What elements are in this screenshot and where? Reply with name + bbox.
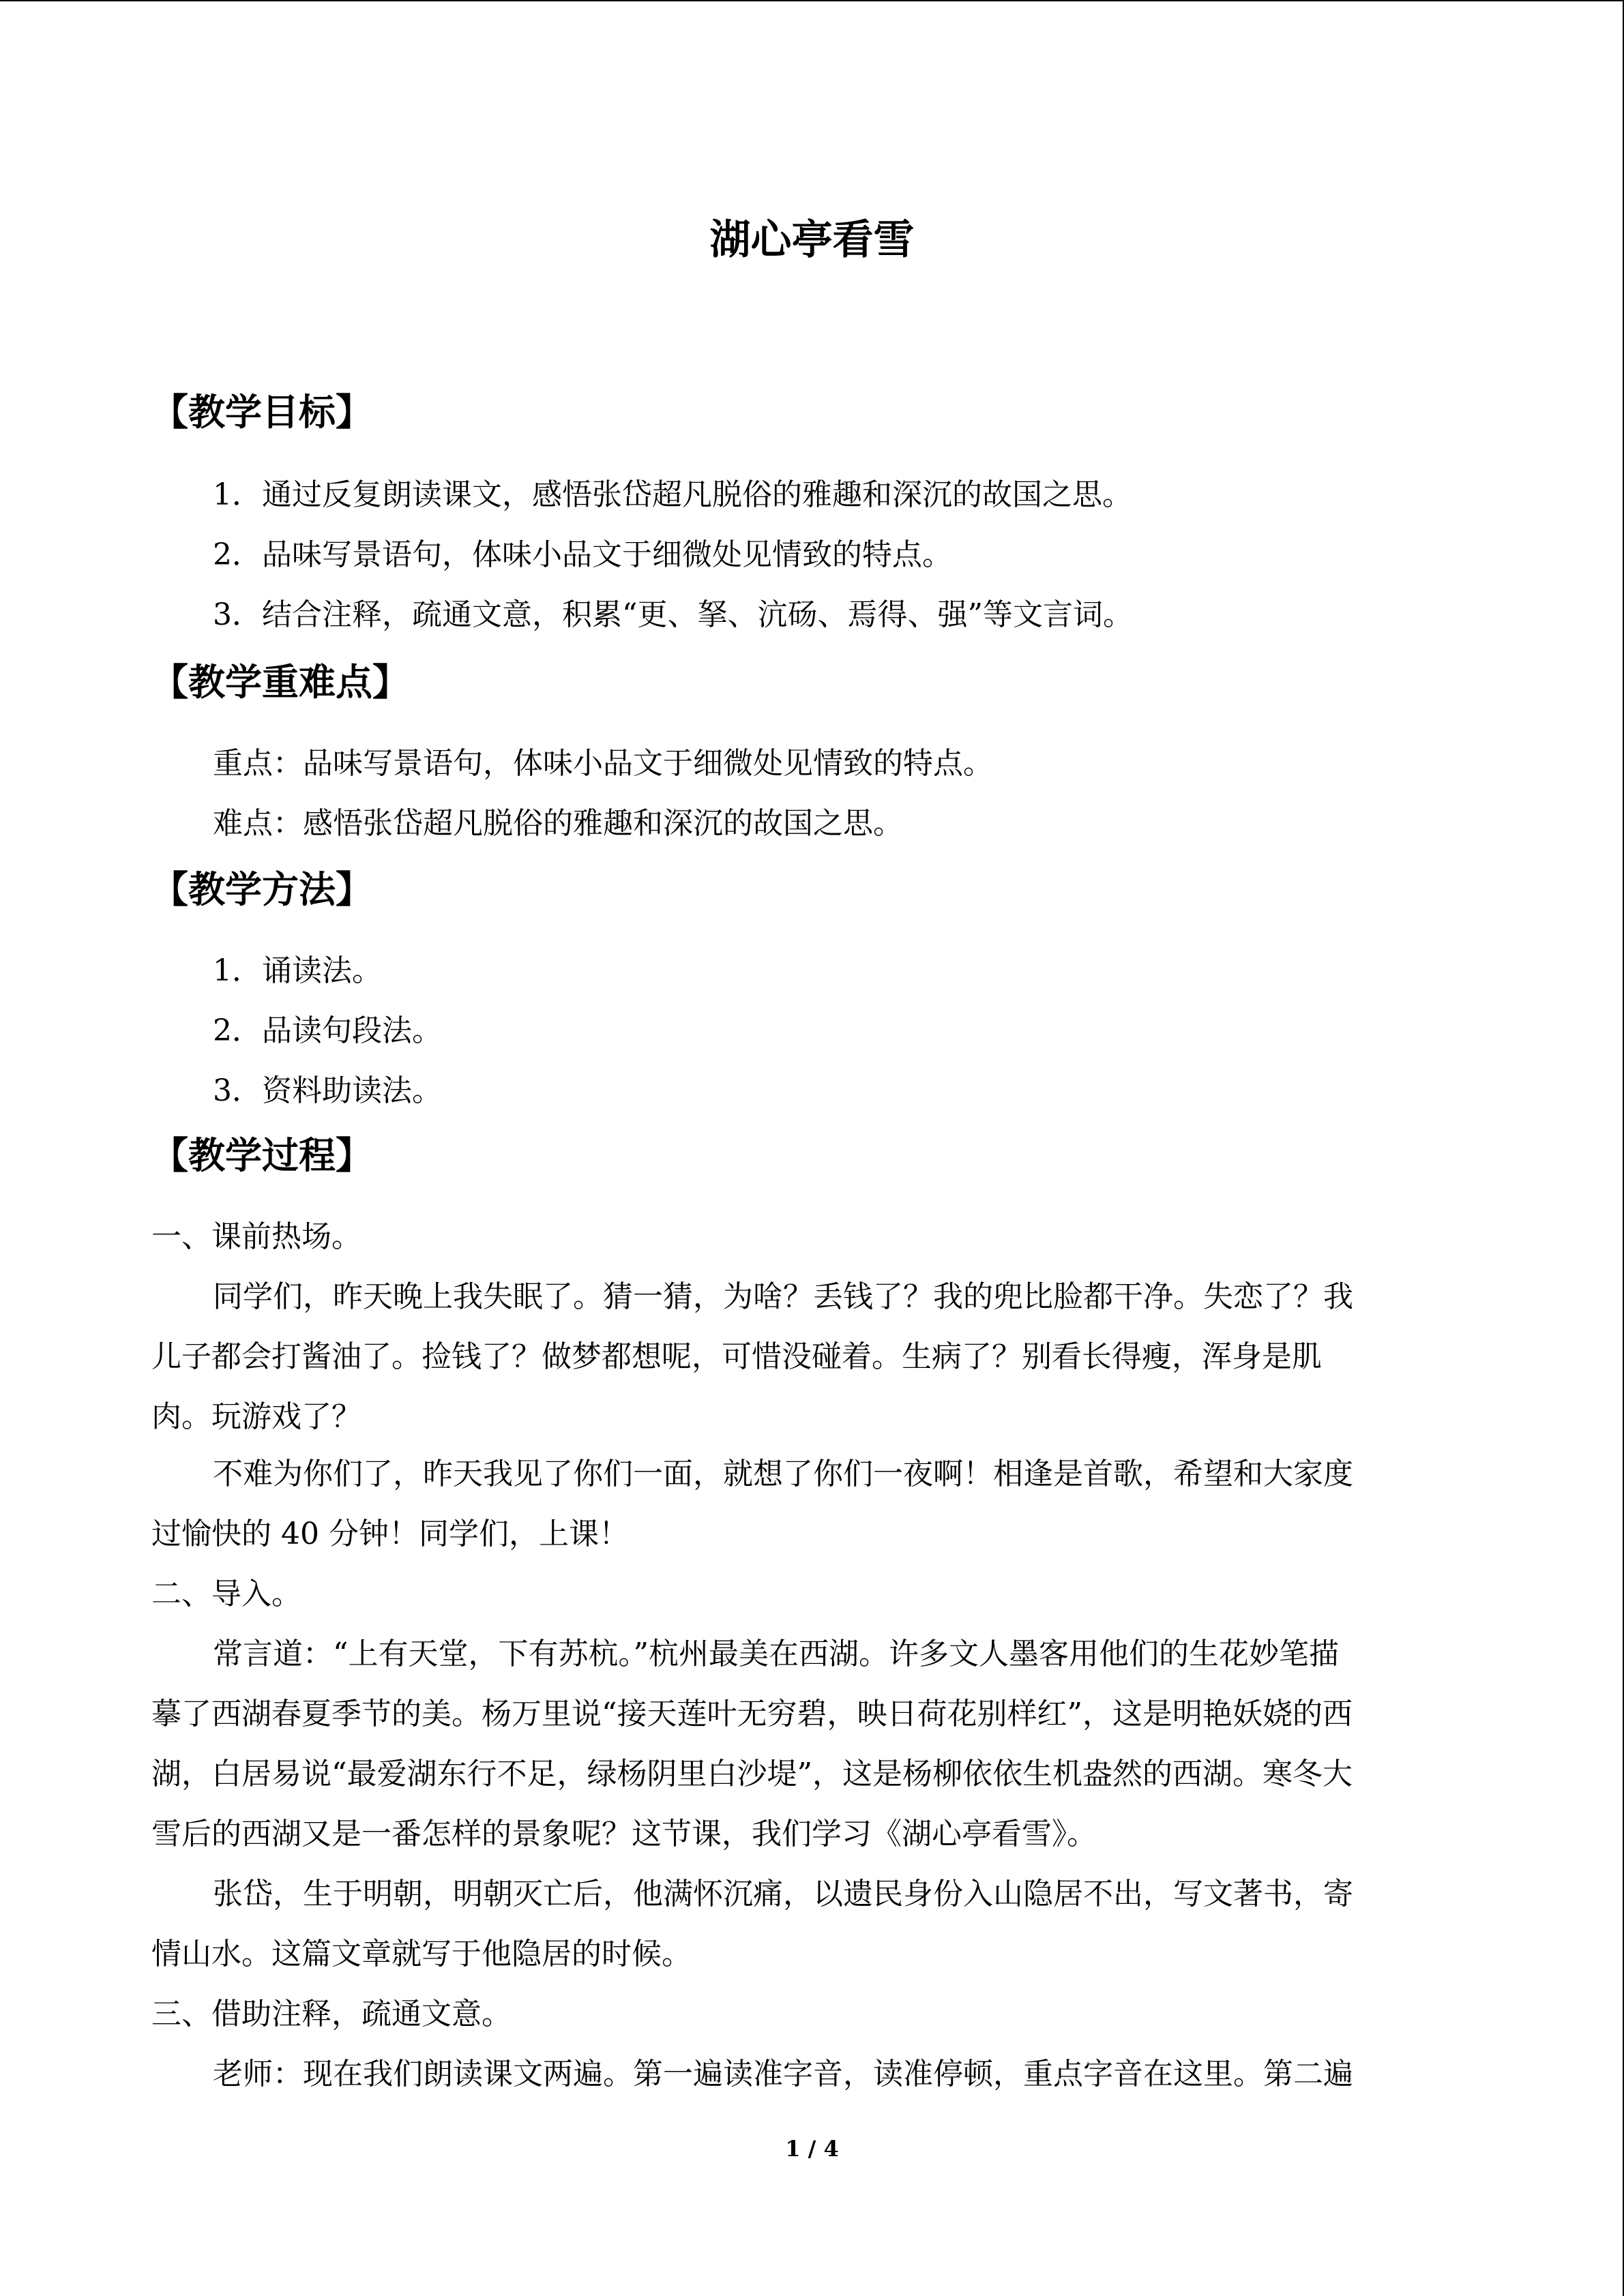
process-line: 一、课前热场。: [151, 1219, 361, 1254]
page-number: 1 / 4: [785, 2136, 839, 2162]
process-line: 儿子都会打酱油了。捡钱了？做梦都想呢，可惜没碰着。生病了？别看长得瘦，浑身是肌: [151, 1339, 1322, 1374]
method-item: 1．诵读法。: [213, 953, 382, 988]
process-line: 二、导入。: [151, 1577, 301, 1611]
method-item: 3．资料助读法。: [213, 1073, 442, 1108]
objective-item: 3．结合注释，疏通文意，积累“更、拏、沆砀、焉得、强”等文言词。: [213, 597, 1133, 632]
objective-item: 2．品味写景语句，体味小品文于细微处见情致的特点。: [213, 537, 952, 572]
heading-objectives: 【教学目标】: [151, 391, 372, 434]
process-line: 情山水。这篇文章就写于他隐居的时候。: [151, 1937, 692, 1971]
process-line: 雪后的西湖又是一番怎样的景象呢？这节课，我们学习《湖心亭看雪》。: [151, 1817, 1097, 1851]
method-item: 2．品读句段法。: [213, 1013, 442, 1048]
heading-process: 【教学过程】: [151, 1134, 372, 1177]
process-line: 肉。玩游戏了？: [151, 1399, 361, 1434]
keypoint-item: 重点：品味写景语句，体味小品文于细微处见情致的特点。: [213, 746, 993, 781]
process-line: 不难为你们了，昨天我见了你们一面，就想了你们一夜啊！相逢是首歌，希望和大家度: [213, 1457, 1353, 1491]
objective-item: 1．通过反复朗读课文，感悟张岱超凡脱俗的雅趣和深沉的故国之思。: [213, 477, 1132, 512]
process-line: 常言道：“上有天堂，下有苏杭。”杭州最美在西湖。许多文人墨客用他们的生花妙笔描: [213, 1637, 1339, 1671]
heading-methods: 【教学方法】: [151, 868, 372, 911]
process-line: 过愉快的 40 分钟！同学们，上课！: [151, 1517, 629, 1551]
keypoint-item: 难点：感悟张岱超凡脱俗的雅趣和深沉的故国之思。: [213, 806, 903, 841]
heading-keypoints: 【教学重难点】: [151, 661, 409, 704]
process-line: 摹了西湖春夏季节的美。杨万里说“接天莲叶无穷碧，映日荷花别样红”，这是明艳妖娆的西: [151, 1697, 1353, 1731]
process-line: 老师：现在我们朗读课文两遍。第一遍读准字音，读准停顿，重点字音在这里。第二遍: [213, 2057, 1353, 2091]
process-line: 湖，白居易说“最爱湖东行不足，绿杨阴里白沙堤”，这是杨柳依依生机盎然的西湖。寒冬大: [151, 1757, 1353, 1791]
document-title: 湖心亭看雪: [709, 216, 915, 264]
process-line: 三、借助注释，疏通文意。: [151, 1997, 512, 2031]
process-line: 同学们，昨天晚上我失眠了。猜一猜，为啥？丢钱了？我的兜比脸都干净。失恋了？我: [213, 1279, 1353, 1314]
process-line: 张岱，生于明朝，明朝灭亡后，他满怀沉痛，以遗民身份入山隐居不出，写文著书，寄: [213, 1877, 1353, 1911]
